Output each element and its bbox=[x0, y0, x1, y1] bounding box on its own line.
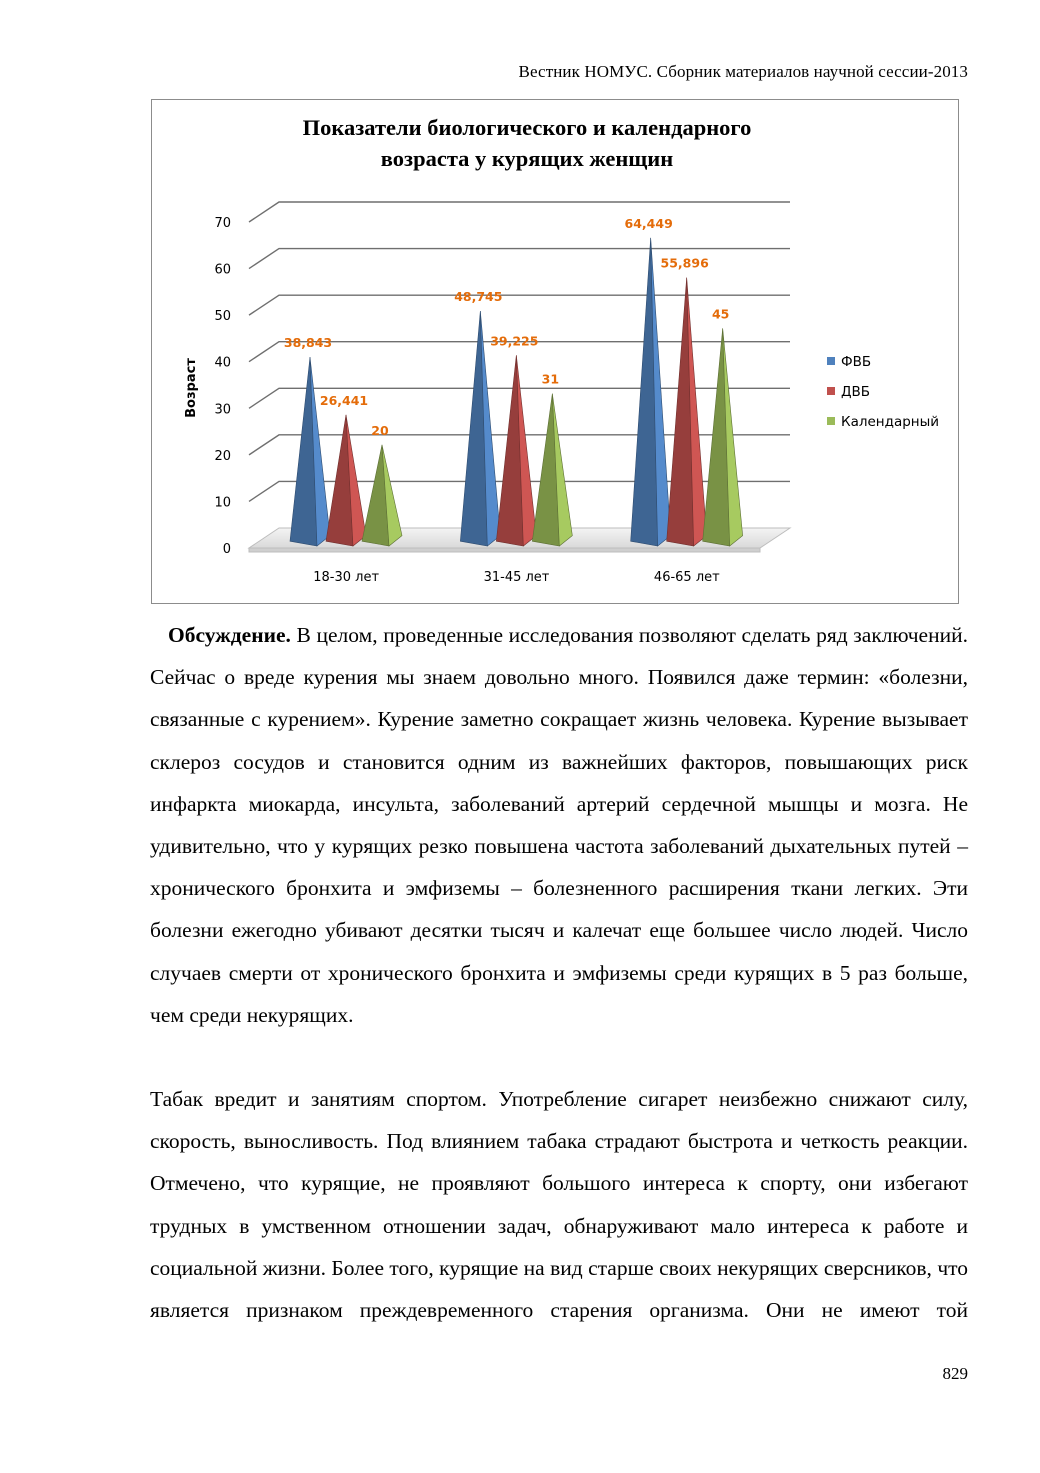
y-tick-label: 70 bbox=[214, 216, 231, 231]
legend-label: ДВБ bbox=[841, 384, 871, 400]
y-tick-label: 10 bbox=[214, 495, 231, 511]
legend-label: ФВБ bbox=[841, 354, 872, 370]
x-tick-label: 46-65 лет bbox=[653, 570, 720, 585]
y-tick-label: 0 bbox=[222, 542, 231, 557]
running-header: Вестник НОМУС. Сборник материалов научной сессии-2013 bbox=[518, 62, 968, 81]
legend-swatch bbox=[827, 387, 835, 395]
discussion-paragraph bbox=[150, 614, 968, 1036]
gridline bbox=[249, 202, 790, 222]
y-tick-label: 20 bbox=[214, 448, 231, 464]
legend-swatch bbox=[827, 417, 835, 425]
data-label: 64,449 bbox=[624, 215, 673, 231]
sport-text: Табак вредит и занятиям спортом. Употребление сигарет неизбежно снижают силу, скорость, выносливость. Под влиянием табака страдают быстрота и четкость реакции. Отмечено, что курящие, не проявляют большого интереса к спорту, они избегают трудных в умственном отношении задач, обнаруживают мало интереса к работе и социальной жизни. Более того, курящие на вид старше своих некурящих сверсников, что является признаком преждевременного старения организма. Они не имеют той bbox=[150, 1087, 968, 1323]
y-tick-label: 40 bbox=[214, 355, 231, 371]
y-tick-label: 60 bbox=[214, 262, 231, 278]
page-number: 829 bbox=[942, 1364, 968, 1383]
data-label: 26,441 bbox=[319, 392, 369, 408]
data-label: 39,225 bbox=[490, 333, 539, 349]
chart-title-line1: Показатели биологического и календарного bbox=[302, 115, 752, 140]
x-axis-ticks bbox=[313, 570, 720, 585]
x-tick-label: 31-45 лет bbox=[483, 570, 550, 585]
legend-label: Календарный bbox=[841, 414, 940, 430]
y-tick-label: 50 bbox=[214, 309, 231, 325]
gridline bbox=[249, 249, 790, 269]
chart-figure bbox=[151, 99, 959, 604]
data-label: 45 bbox=[711, 306, 730, 322]
data-label: 48,745 bbox=[454, 288, 503, 304]
data-label: 55,896 bbox=[660, 255, 709, 271]
y-axis-ticks bbox=[214, 216, 231, 557]
y-tick-label: 30 bbox=[214, 402, 231, 418]
sport-paragraph bbox=[150, 1078, 968, 1331]
floor-edge bbox=[249, 548, 760, 552]
data-label: 38,843 bbox=[283, 335, 333, 351]
chart-svg bbox=[152, 100, 960, 605]
x-tick-label: 18-30 лет bbox=[313, 570, 380, 585]
y-axis-title: Возраст bbox=[184, 358, 199, 418]
discussion-text: В целом, проведенные исследования позволяют сделать ряд заключений. Сейчас о вреде курения мы знаем довольно много. Появился даже термин: «болезни, связанные с курением». Курение заметно сокращает жизнь человека. Курение вызывает склероз сосудов и становится одним из важнейших факторов, повышающих риск инфаркта миокарда, инсульта, заболеваний артерий сердечной мышцы и мозга. Не удивительно, что у курящих резко повышена частота заболеваний дыхательных путей – хронического бронхита и эмфиземы – болезненного расширения ткани легких. Эти болезни ежегодно убивают десятки тысяч и калечат еще большее число людей. Число случаев смерти от хронического бронхита и эмфиземы среди курящих в 5 раз больше, чем среди некурящих. bbox=[150, 623, 968, 1027]
chart-title-line2: возраста у курящих женщин bbox=[380, 146, 674, 171]
chart-legend bbox=[827, 354, 939, 430]
gridline bbox=[249, 295, 790, 315]
legend-swatch bbox=[827, 357, 835, 365]
discussion-lead: Обсуждение. bbox=[168, 623, 291, 647]
data-label: 31 bbox=[541, 371, 560, 387]
data-label: 20 bbox=[371, 422, 389, 438]
